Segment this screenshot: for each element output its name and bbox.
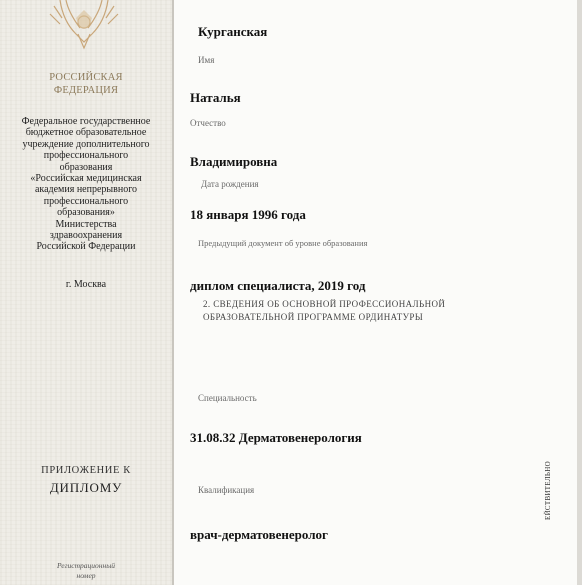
- eagle-emblem-icon: [48, 0, 120, 50]
- vertical-side-text: ЕЙСТВИТЕЛЬНО: [544, 461, 552, 520]
- country-line-1: РОССИЙСКАЯ: [49, 72, 123, 83]
- org-line: профессионального: [43, 150, 129, 162]
- qualification-value: врач-дерматовенеролог: [190, 527, 328, 542]
- appendix-title-line-1: ПРИЛОЖЕНИЕ К: [41, 465, 131, 476]
- org-line: профессионального: [43, 195, 129, 207]
- org-line: Министерства: [55, 218, 117, 230]
- organization-name: [6, 116, 166, 253]
- name-value: Наталья: [190, 90, 241, 105]
- org-line: Федеральное государственное: [21, 116, 151, 127]
- left-panel: [0, 0, 172, 585]
- patronymic-value: Владимировна: [190, 154, 278, 169]
- city: г. Москва: [65, 279, 107, 290]
- reg-line-2: номер: [76, 571, 96, 580]
- section-line-1: 2. СВЕДЕНИЯ ОБ ОСНОВНОЙ ПРОФЕССИОНАЛЬНОЙ: [203, 299, 446, 309]
- section-line-2: ОБРАЗОВАТЕЛЬНОЙ ПРОГРАММЕ ОРДИНАТУРЫ: [203, 312, 424, 322]
- reg-line-1: Регистрационный: [56, 561, 116, 570]
- name-label: Имя: [198, 55, 215, 65]
- patronymic-label: Отчество: [190, 118, 226, 128]
- country-name: [6, 71, 166, 97]
- country-line-2: ФЕДЕРАЦИЯ: [53, 85, 119, 96]
- previous-document-value: диплом специалиста, 2019 год: [190, 278, 366, 293]
- org-line: академия непрерывного: [34, 184, 138, 196]
- birthdate-label: Дата рождения: [201, 179, 259, 189]
- org-line: учреждение дополнительного: [22, 138, 150, 150]
- surname-value: Курганская: [198, 24, 268, 39]
- org-line: Российской Федерации: [36, 241, 136, 253]
- qualification-label: Квалификация: [198, 485, 255, 495]
- org-line: образования: [59, 161, 113, 173]
- org-line: здравоохранения: [49, 230, 123, 242]
- org-line: «Российская медицинская: [30, 173, 142, 185]
- section-heading: [203, 298, 445, 324]
- birthdate-value: 18 января 1996 года: [190, 207, 306, 222]
- specialty-value: 31.08.32 Дерматовенерология: [190, 430, 362, 445]
- org-line: образования»: [57, 207, 115, 219]
- page-edge: [577, 0, 582, 585]
- org-line: бюджетное образовательное: [25, 127, 147, 139]
- appendix-title-line-2: ДИПЛОМУ: [49, 480, 123, 495]
- specialty-label: Специальность: [198, 393, 257, 403]
- previous-document-label: Предыдущий документ об уровне образования: [198, 238, 368, 248]
- registration-number-label: [6, 561, 166, 581]
